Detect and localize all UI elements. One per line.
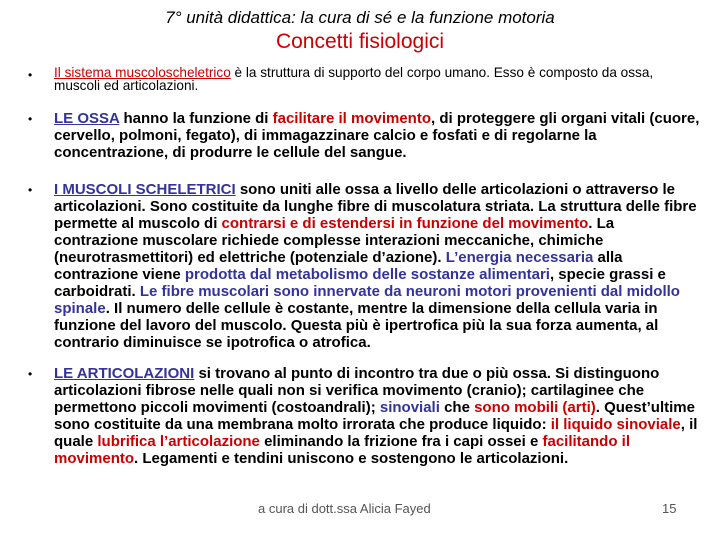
page-title: Concetti fisiologici [275,30,445,53]
text-segment: . La contrazione muscolare richiede complesse interazioni meccaniche, chimiche (neurotrasmettitori) ed elettriche (potenziale d’azione). [54,215,615,266]
list-item-muscles [26,181,700,351]
text-segment: Il sistema muscoloscheletrico [54,65,231,80]
text-segment: contrarsi e di estendersi in funzione del movimento [221,215,589,232]
text-segment: sono uniti alle ossa a livello delle articolazioni o attraverso le articolazioni. Sono costituite da lunghe fibre di muscolatura striata. La struttura delle fibre permette al muscolo di [54,181,697,232]
list-item-skeletal-system [26,66,700,92]
text-segment: hanno la funzione di [119,110,273,127]
text-segment: sono mobili (arti) [474,399,596,416]
text-segment: . Il numero delle cellule è costante, mentre la dimensione della cellula varia in funzione del lavoro del muscolo. Questa più è ipertrofica più la sua forza aumenta, al contrario diminuisce se ipotrofica o atrofica. [54,300,659,351]
text-segment: , specie grassi e carboidrati. [54,266,666,300]
paragraph-muscles [54,181,700,351]
page-number: 15 [662,501,677,516]
text-segment: LE OSSA [54,110,120,127]
list-item-joints [26,365,700,467]
text-segment: , di proteggere gli organi vitali (cuore, cervello, polmoni, fegato), di immagazzinare calcio e fosfati e di regolarne la concentrazione, di produrre le cellule del sangue. [54,110,700,161]
bullet-icon: • [28,367,33,381]
text-segment: lubrifica l’articolazione [97,433,260,450]
text-segment: il liquido sinoviale [550,416,681,433]
bullet-icon: • [28,68,33,82]
text-segment: , il quale [54,416,698,450]
text-segment: . Quest’ultime sono costituite da una membrana molto irrorata che produce liquido: [54,399,695,433]
subtitle: 7° unità didattica: la cura di sé e la funzione motoria [165,8,555,27]
footer-author: a cura di dott.ssa Alicia Fayed [258,501,431,516]
text-segment: facilitando il movimento [54,433,631,467]
paragraph-bones [54,110,700,161]
bullet-icon: • [28,183,33,197]
text-segment: Le fibre muscolari sono innervate da neuroni motori provenienti dal midollo spinale [54,283,680,317]
text-segment: I MUSCOLI SCHELETRICI [54,181,236,198]
text-segment: facilitare il movimento [272,110,432,127]
text-segment: LE ARTICOLAZIONI [54,365,195,382]
paragraph-joints [54,365,700,467]
text-segment: sinoviali [379,399,440,416]
text-segment: è la struttura di supporto del corpo umano. Esso è composto da ossa, muscoli ed articolazioni. [54,65,654,93]
text-segment: eliminando la frizione fra i capi ossei e [259,433,543,450]
bullet-list [26,66,700,467]
bullet-icon: • [28,112,33,126]
text-segment: che [439,399,475,416]
text-segment: prodotta dal metabolismo delle sostanze alimentari [184,266,550,283]
text-segment: alla contrazione viene [54,249,623,283]
list-item-bones [26,110,700,161]
text-segment: . Legamenti e tendini uniscono e sostengono le articolazioni. [134,450,569,467]
paragraph-skeletal-system [54,66,700,92]
text-segment: L’energia necessaria [445,249,594,266]
text-segment: si trovano al punto di incontro tra due o più ossa. Si distinguono articolazioni fibrose nelle quali non si verifica movimento (cranio); cartilaginee che permettono piccoli movimenti (costoandrali); [54,365,660,416]
